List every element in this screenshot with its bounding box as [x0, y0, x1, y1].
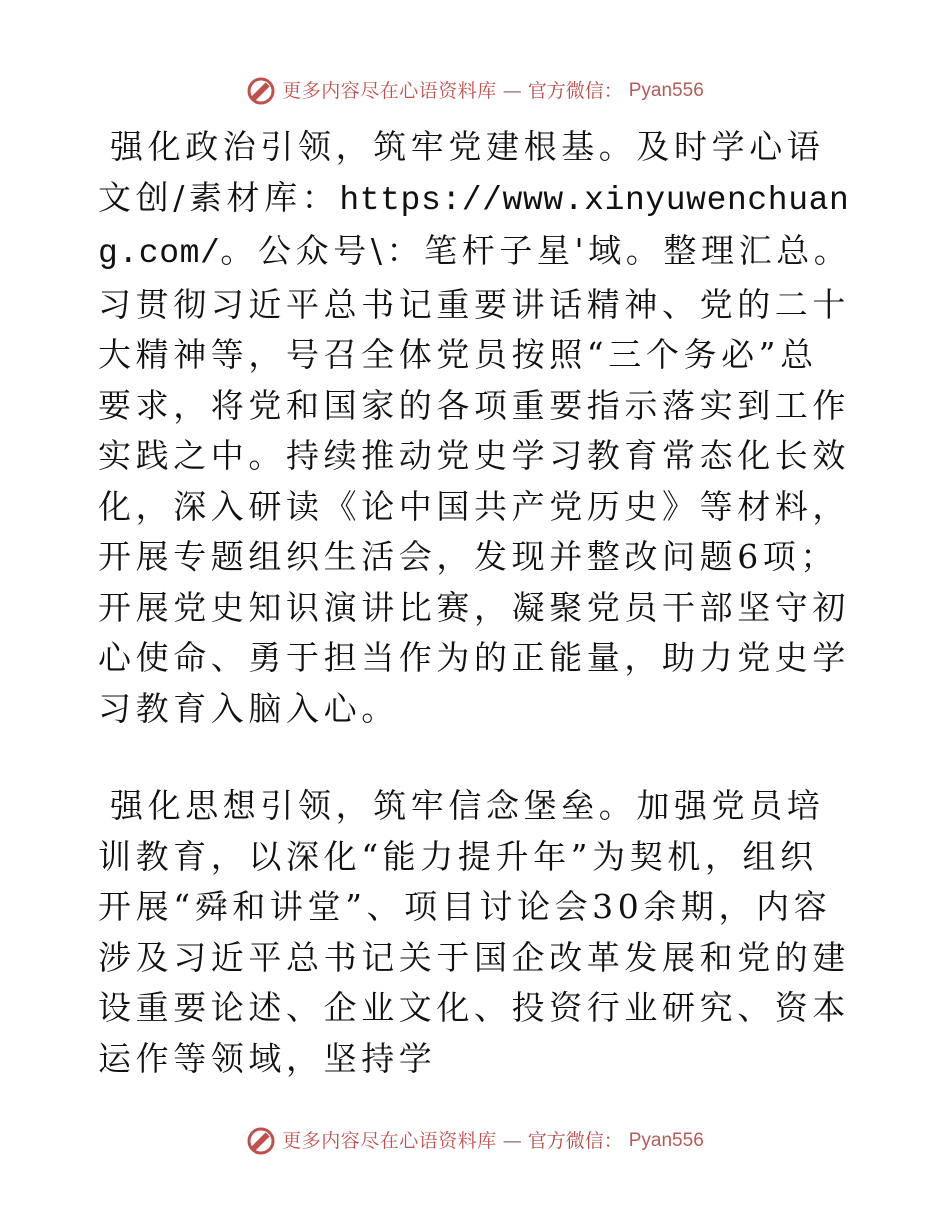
source-url-link[interactable]: https://www.xinyuwenchuang.com/: [98, 181, 850, 272]
paragraph-1-part1: 强化政治引领，筑牢党建根基。及时学心语文创/素材库：: [98, 127, 825, 217]
paragraph-1: [98, 122, 852, 734]
banner-wechat-label: 官方微信：: [527, 80, 623, 102]
paragraph-1-part2: 。公众号\：笔杆子星'域。整理汇总。习贯彻习近平总书记重要讲话精神、党的二十大精神等，号召全体党员按照“三个务必”总要求，将党和国家的各项重要指示落实到工作实践之中。持续推动党史学习教育常态化长效化，深入研读《论中国共产党历史》等材料，开展专题组织生活会，发现并整改问题6项；开展党史知识演讲比赛，凝聚党员干部坚守初心使命、勇于担当作为的正能量，助力党史学习教育入脑入心。: [98, 231, 852, 728]
banner-dash: —: [502, 1130, 522, 1152]
banner-dash: —: [502, 80, 522, 102]
header-banner: [0, 76, 950, 106]
footer-banner: [0, 1126, 950, 1156]
banner-wechat-label: 官方微信：: [527, 1130, 623, 1152]
banner-text: 更多内容尽在心语资料库: [282, 1130, 497, 1152]
banner-wechat-id: Pyan556: [628, 80, 704, 101]
banner-text: 更多内容尽在心语资料库: [282, 80, 497, 102]
pen-logo-icon: [246, 1126, 276, 1156]
pen-logo-icon: [246, 76, 276, 106]
banner-wechat-id: Pyan556: [628, 1130, 704, 1151]
paragraph-2: 强化思想引领，筑牢信念堡垒。加强党员培训教育，以深化“能力提升年”为契机，组织开展“舜和讲堂”、项目讨论会30余期，内容涉及习近平总书记关于国企改革发展和党的建设重要论述、企业文化、投资行业研究、资本运作等领域，坚持学: [98, 786, 850, 1078]
